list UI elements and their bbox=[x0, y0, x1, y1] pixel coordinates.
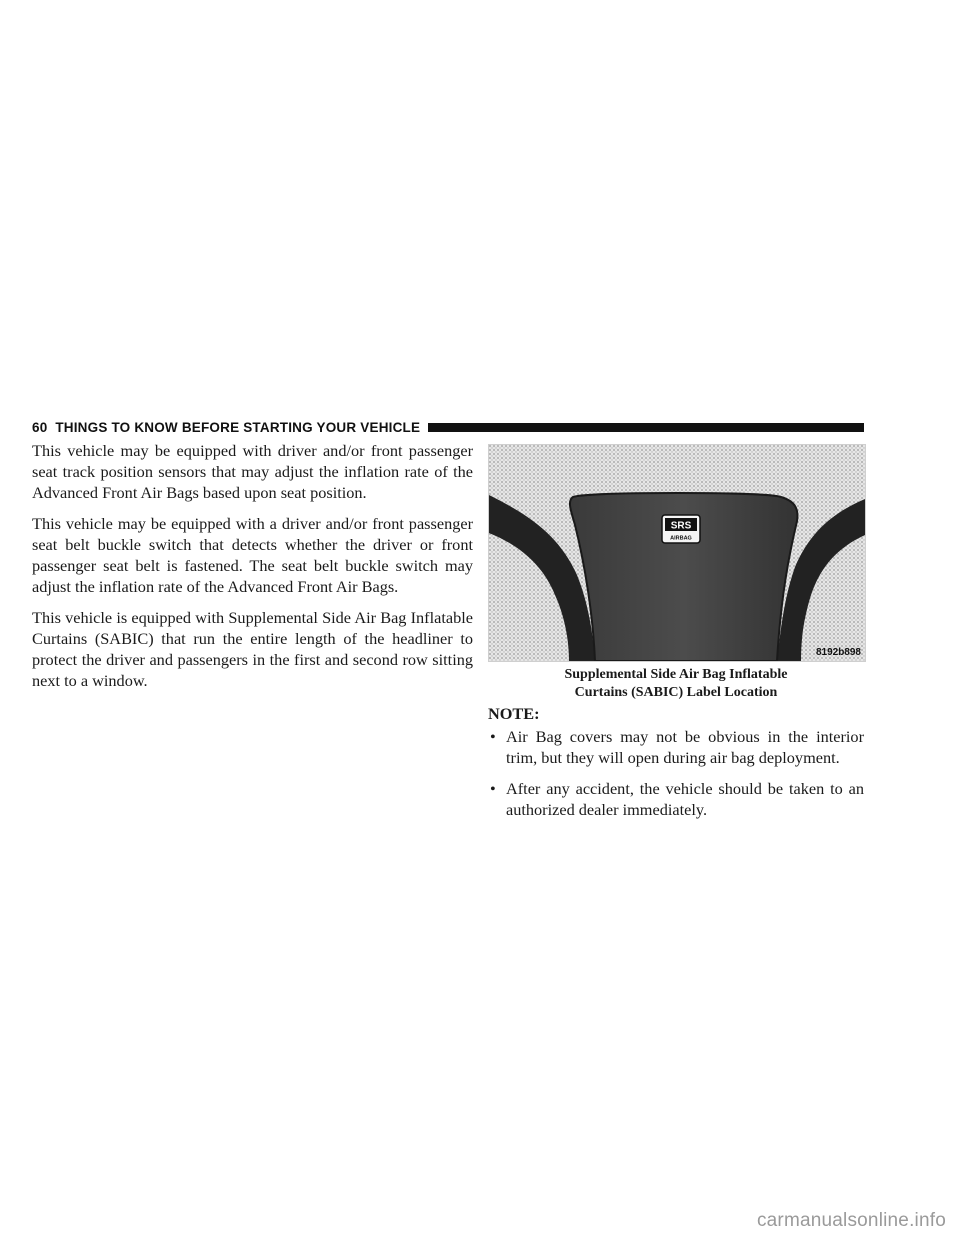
figure-caption bbox=[488, 666, 864, 702]
caption-line-2: Curtains (SABIC) Label Location bbox=[574, 685, 778, 700]
header-rule bbox=[428, 423, 864, 432]
list-item bbox=[488, 778, 864, 820]
page-header bbox=[32, 416, 864, 438]
headliner-illustration bbox=[489, 445, 865, 661]
left-column bbox=[32, 440, 473, 701]
list-item bbox=[488, 726, 864, 768]
bullet-mark: • bbox=[490, 779, 496, 798]
watermark-text: carmanualsonline.info bbox=[756, 1210, 946, 1231]
srs-airbag-badge bbox=[662, 515, 700, 543]
bullet-text: Air Bag covers may not be obvious in the interior trim, but they will open during air bag deployment. bbox=[506, 727, 864, 767]
note-bullet-list bbox=[488, 726, 864, 820]
right-column bbox=[488, 703, 864, 830]
page-header-text bbox=[32, 420, 420, 435]
paragraph-seat-belt-switch: This vehicle may be equipped with a driver and/or front passenger seat belt buckle switch that detects whether the driver or front passenger seat belt is fastened. The seat belt buckle switch may adjust the inflation rate of the Advanced Front Air Bags. bbox=[32, 514, 473, 596]
paragraph-seat-track-sensors: This vehicle may be equipped with driver and/or front passenger seat track position sensors that may adjust the inflation rate of the Advanced Front Air Bags based upon seat position. bbox=[32, 441, 473, 502]
bullet-mark: • bbox=[490, 727, 496, 746]
note-label: NOTE: bbox=[488, 704, 540, 723]
page-number: 60 bbox=[32, 419, 48, 435]
bullet-text: After any accident, the vehicle should be taken to an authorized dealer immediately. bbox=[506, 779, 864, 819]
srs-label: SRS bbox=[670, 520, 692, 532]
paragraph-sabic: This vehicle is equipped with Supplemental Side Air Bag Inflatable Curtains (SABIC) that run the entire length of the headliner to protect the driver and passengers in the first and second row sitting next to a window. bbox=[32, 608, 473, 690]
caption-line-1: Supplemental Side Air Bag Inflatable bbox=[564, 667, 788, 682]
sabic-label-figure bbox=[488, 444, 866, 662]
airbag-label: AIRBAG bbox=[670, 535, 692, 542]
image-code: 8192b898 bbox=[815, 647, 861, 658]
section-title: THINGS TO KNOW BEFORE STARTING YOUR VEHICLE bbox=[55, 419, 421, 435]
